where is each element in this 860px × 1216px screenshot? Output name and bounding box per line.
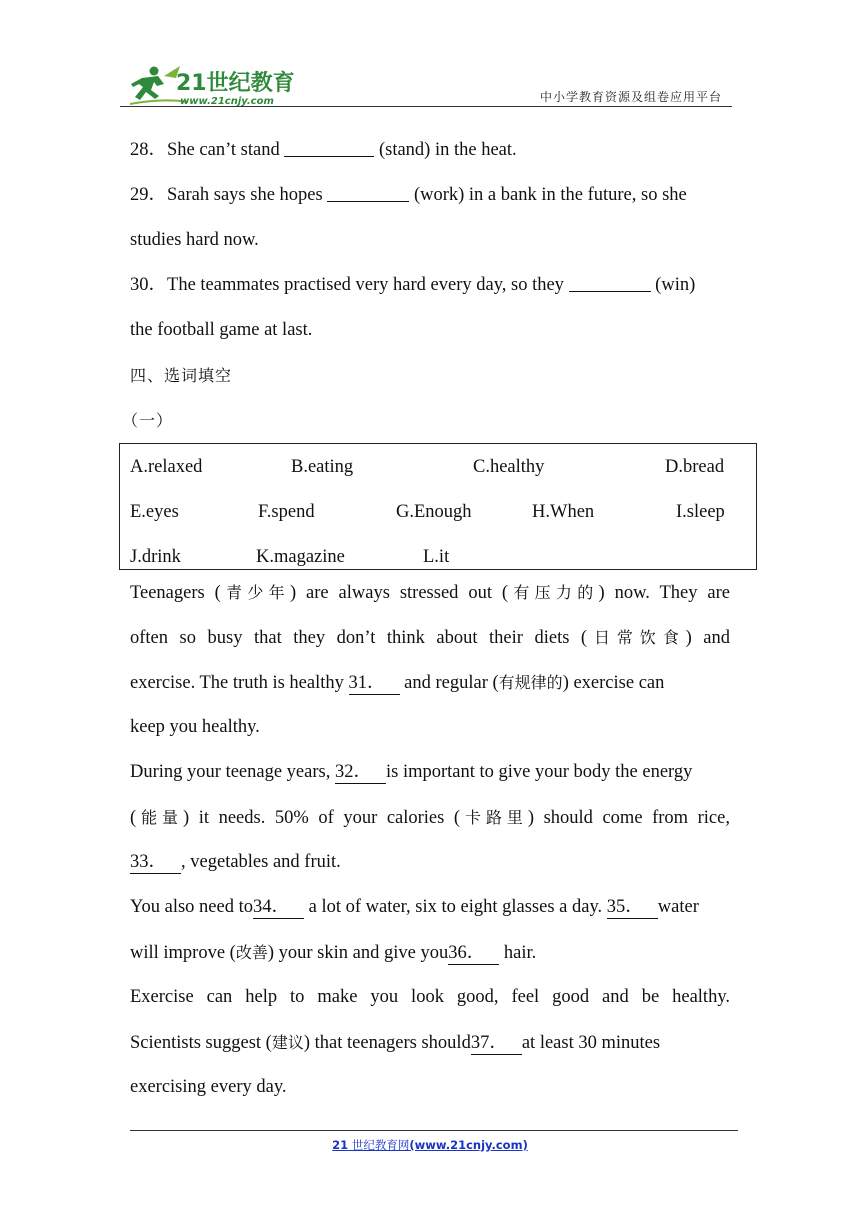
passage-line: exercise. The truth is healthy 31． and regular (有规律的) exercise can — [130, 673, 665, 693]
word-option: G.Enough — [396, 502, 472, 522]
blank-32[interactable]: 32． — [335, 761, 386, 784]
word-option: I.sleep — [676, 502, 725, 522]
blank-37[interactable]: 37． — [471, 1032, 522, 1055]
footer-link[interactable]: 21 世纪教育网(www.21cnjy.com) — [332, 1138, 528, 1152]
21cnjy-logo — [124, 62, 304, 108]
word-option: D.bread — [665, 457, 725, 477]
word-option: L.it — [423, 547, 450, 567]
passage-line: exercising every day. — [130, 1077, 287, 1097]
passage-line: will improve (改善) your skin and give you36． hair. — [130, 943, 537, 963]
answer-blank[interactable] — [569, 271, 651, 292]
blank-36[interactable]: 36． — [448, 942, 499, 965]
blank-35[interactable]: 35． — [607, 896, 658, 919]
question-30: 30．The teammates practised very hard every day, so they (win) — [130, 263, 730, 308]
question-29-cont: studies hard now. — [130, 230, 259, 250]
question-30-cont: the football game at last. — [130, 320, 313, 340]
answer-blank[interactable] — [284, 136, 374, 157]
word-option: C.healthy — [473, 457, 545, 477]
platform-name: 中小学教育资源及组卷应用平台 — [539, 90, 722, 104]
passage-line: often so busy that they don’t think about their diets (日常饮食) and — [130, 628, 730, 648]
page-header — [120, 58, 732, 110]
word-option: E.eyes — [130, 502, 179, 522]
passage-line: During your teenage years, 32． is important to give your body the energy — [130, 762, 693, 782]
blank-33[interactable]: 33． — [130, 851, 181, 874]
passage-line: You also need to34． a lot of water, six to eight glasses a day. 35． water — [130, 897, 699, 917]
footer-divider — [130, 1130, 738, 1131]
svg-text:21世纪教育: 21世纪教育 — [176, 71, 295, 96]
passage-line: (能量) it needs. 50% of your calories (卡路里) should come from rice, — [130, 808, 730, 828]
blank-31[interactable]: 31． — [349, 672, 400, 695]
section-title: 四、选词填空 — [130, 366, 233, 385]
word-option: B.eating — [291, 457, 354, 477]
word-option: H.When — [532, 502, 595, 522]
passage-line: Exercise can help to make you look good, feel good and be healthy. — [130, 987, 730, 1007]
svg-text:www.21cnjy.com: www.21cnjy.com — [180, 96, 274, 107]
word-option: K.magazine — [256, 547, 345, 567]
passage-line: Teenagers (青少年) are always stressed out (有压力的) now. They are — [130, 583, 730, 603]
word-bank — [119, 443, 757, 570]
subsection-label: （一） — [122, 411, 174, 430]
page-footer[interactable] — [0, 1137, 860, 1153]
document-body — [122, 128, 730, 1110]
word-option: A.relaxed — [130, 457, 203, 477]
passage-line: keep you healthy. — [130, 717, 260, 737]
word-option: J.drink — [130, 547, 181, 567]
question-28: 28．She can’t stand (stand) in the heat. — [130, 128, 730, 173]
question-29: 29．Sarah says she hopes (work) in a bank in the future, so she — [130, 173, 730, 218]
answer-blank[interactable] — [327, 181, 409, 202]
word-option: F.spend — [258, 502, 315, 522]
passage-line: 33． , vegetables and fruit. — [130, 852, 341, 872]
blank-34[interactable]: 34． — [253, 896, 304, 919]
header-divider — [120, 106, 732, 107]
passage — [130, 570, 730, 1110]
passage-line: Scientists suggest (建议) that teenagers should37． at least 30 minutes — [130, 1033, 661, 1053]
